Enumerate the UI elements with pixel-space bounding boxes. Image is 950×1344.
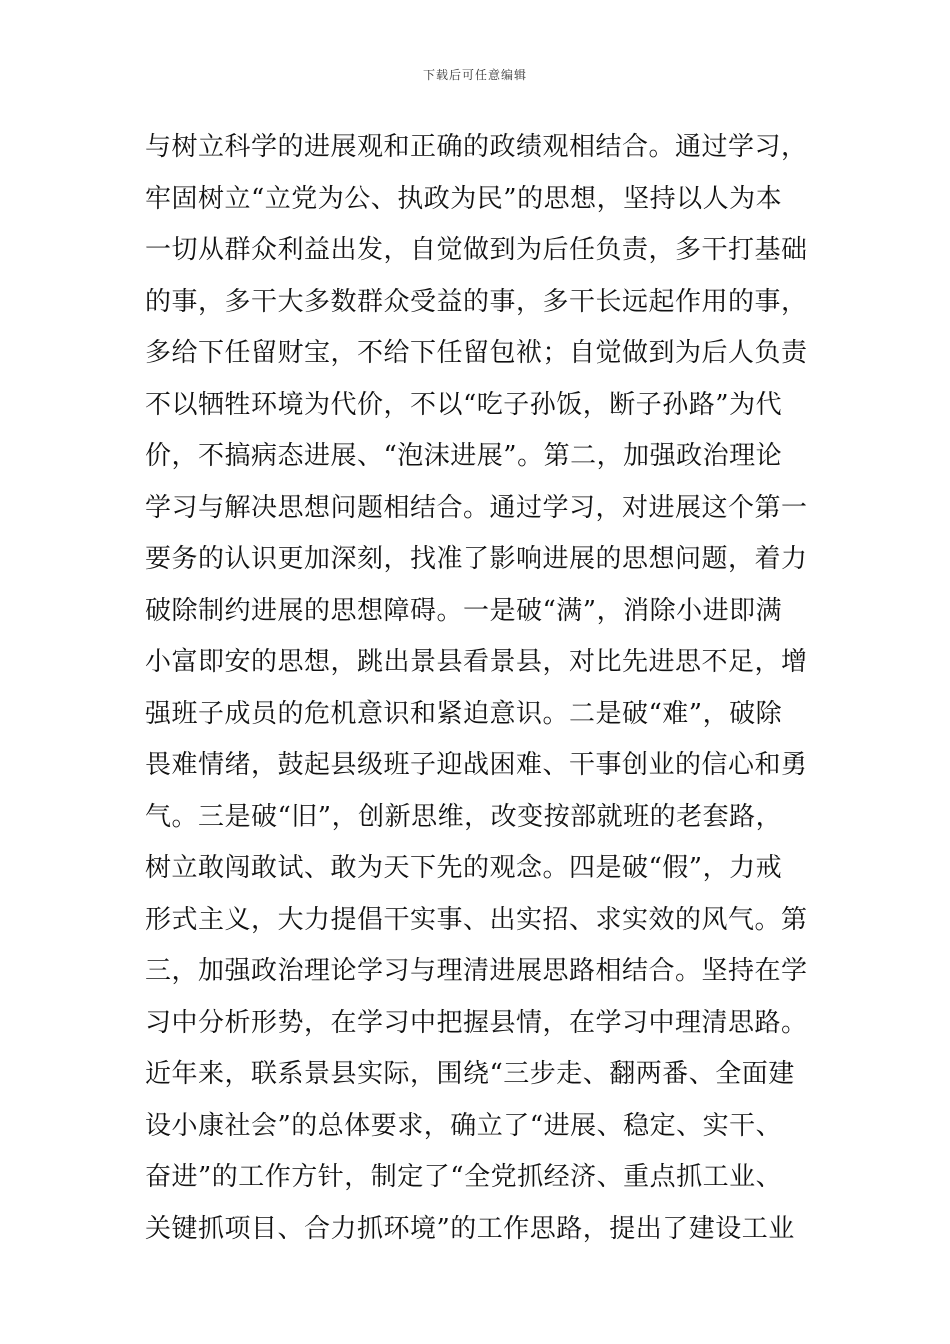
text-line: 的事，多干大多数群众受益的事，多干长远起作用的事， xyxy=(145,286,808,317)
text-line: 奋进”的工作方针，制定了“全党抓经济、重点抓工业、 xyxy=(145,1162,783,1192)
text-line: 多给下任留财宝，不给下任留包袱；自觉做到为后人负责 xyxy=(145,338,808,368)
text-line: 破除制约进展的思想障碍。一是破“满”，消除小进即满 xyxy=(145,595,783,626)
document-body xyxy=(145,122,810,1255)
text-line: 形式主义，大力提倡干实事、出实招、求实效的风气。第 xyxy=(145,904,808,935)
text-line: 气。三是破“旧”，创新思维，改变按部就班的老套路， xyxy=(145,801,783,832)
text-line: 要务的认识更加深刻，找准了影响进展的思想问题，着力 xyxy=(145,544,808,574)
text-line: 不以牺牲环境为代价，不以“吃子孙饭，断子孙路”为代 xyxy=(145,389,783,420)
text-line: 关键抓项目、合力抓环境”的工作思路，提出了建设工业 xyxy=(145,1213,795,1244)
text-line: 价，不搞病态进展、“泡沫进展”。第二，加强政治理论 xyxy=(145,441,783,471)
text-line: 强班子成员的危机意识和紧迫意识。二是破“难”，破除 xyxy=(145,698,783,729)
page-header-note: 下载后可任意编辑 xyxy=(422,68,527,82)
text-line: 牢固树立“立党为公、执政为民”的思想，坚持以人为本 xyxy=(145,183,783,214)
text-line: 三，加强政治理论学习与理清进展思路相结合。坚持在学 xyxy=(145,956,808,986)
text-line: 树立敢闯敢试、敢为天下先的观念。四是破“假”，力戒 xyxy=(145,853,783,883)
text-line: 习中分析形势，在学习中把握县情，在学习中理清思路。 xyxy=(145,1007,808,1038)
text-line: 设小康社会”的总体要求，确立了“进展、稳定、实干、 xyxy=(145,1110,783,1141)
text-line: 小富即安的思想，跳出景县看景县，对比先进思不足，增 xyxy=(145,647,808,677)
text-line: 与树立科学的进展观和正确的政绩观相结合。通过学习， xyxy=(145,132,808,162)
text-line: 近年来，联系景县实际，围绕“三步走、翻两番、全面建 xyxy=(145,1059,795,1089)
text-line: 学习与解决思想问题相结合。通过学习，对进展这个第一 xyxy=(145,492,808,523)
text-line: 畏难情绪，鼓起县级班子迎战困难、干事创业的信心和勇 xyxy=(145,750,808,780)
text-line: 一切从群众利益出发，自觉做到为后任负责，多干打基础 xyxy=(145,235,808,265)
